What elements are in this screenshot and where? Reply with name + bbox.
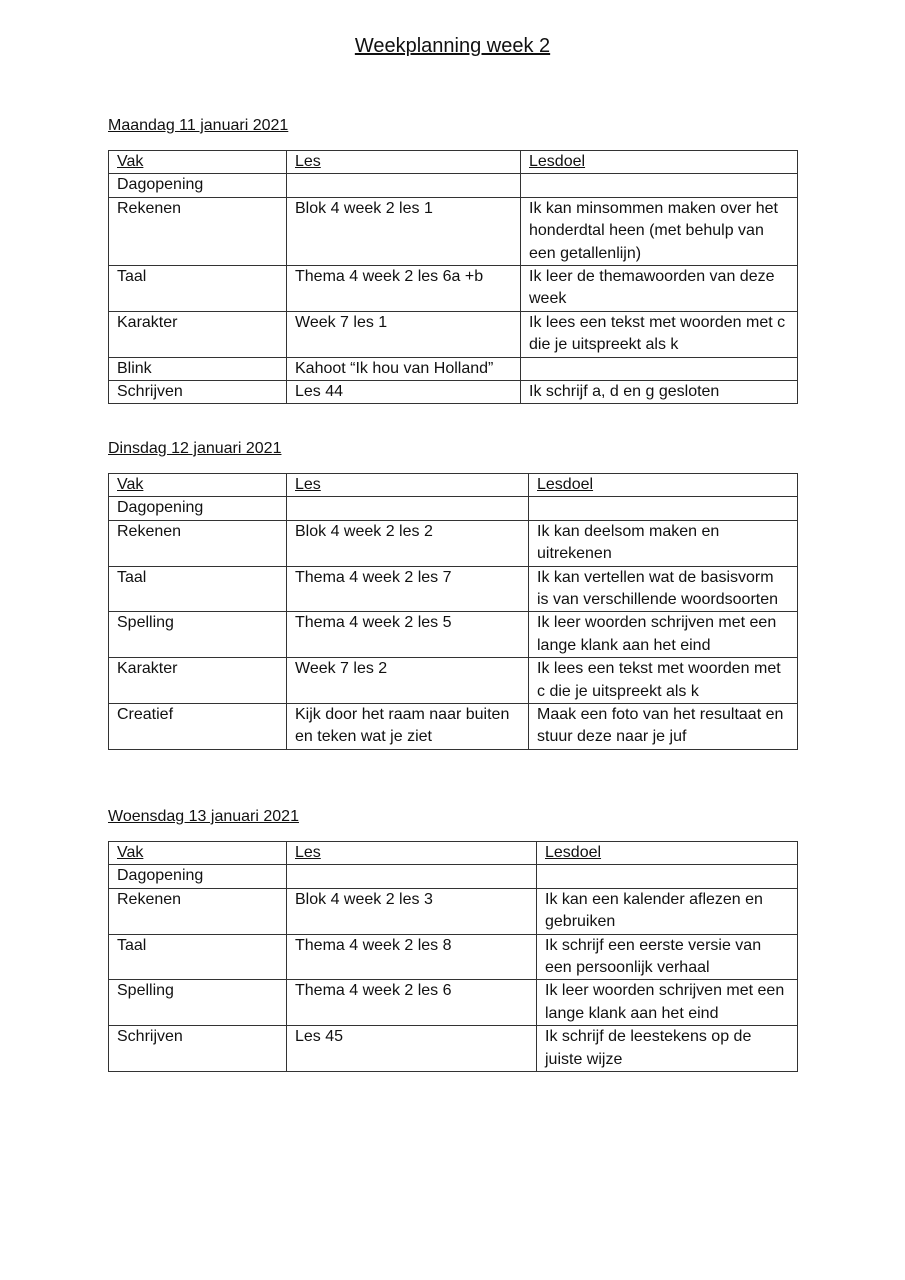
cell-lesdoel <box>521 357 798 380</box>
cell-vak: Rekenen <box>109 197 287 265</box>
day-heading-maandag: Maandag 11 januari 2021 <box>108 117 289 134</box>
header-lesdoel: Lesdoel <box>537 842 798 865</box>
table-row <box>109 888 798 934</box>
cell-lesdoel: Ik kan een kalender aflezen en gebruiken <box>537 888 798 934</box>
cell-les: Blok 4 week 2 les 1 <box>287 197 521 265</box>
cell-vak: Dagopening <box>109 174 287 197</box>
table-row <box>109 1026 798 1072</box>
cell-les <box>287 497 529 520</box>
cell-les: Week 7 les 1 <box>287 311 521 357</box>
cell-vak: Spelling <box>109 612 287 658</box>
cell-les <box>287 865 537 888</box>
schedule-table-dinsdag <box>108 473 798 750</box>
cell-lesdoel <box>537 865 798 888</box>
table-row <box>109 520 798 566</box>
cell-les: Thema 4 week 2 les 8 <box>287 934 537 980</box>
cell-vak: Karakter <box>109 311 287 357</box>
cell-lesdoel: Ik kan vertellen wat de basisvorm is van verschillende woordsoorten <box>529 566 798 612</box>
header-lesdoel: Lesdoel <box>521 151 798 174</box>
cell-lesdoel: Ik leer de themawoorden van deze week <box>521 266 798 312</box>
cell-vak: Dagopening <box>109 865 287 888</box>
cell-les: Thema 4 week 2 les 5 <box>287 612 529 658</box>
cell-vak: Spelling <box>109 980 287 1026</box>
cell-lesdoel: Ik kan deelsom maken en uitrekenen <box>529 520 798 566</box>
cell-lesdoel: Ik schrijf de leestekens op de juiste wijze <box>537 1026 798 1072</box>
cell-les: Thema 4 week 2 les 6 <box>287 980 537 1026</box>
table-row <box>109 197 798 265</box>
cell-les: Blok 4 week 2 les 2 <box>287 520 529 566</box>
cell-vak: Blink <box>109 357 287 380</box>
table-header-row <box>109 151 798 174</box>
cell-lesdoel: Ik lees een tekst met woorden met c die je uitspreekt als k <box>521 311 798 357</box>
table-header-row <box>109 474 798 497</box>
schedule-table-woensdag <box>108 841 798 1072</box>
cell-vak: Rekenen <box>109 888 287 934</box>
cell-les: Les 45 <box>287 1026 537 1072</box>
table-row <box>109 612 798 658</box>
cell-les: Thema 4 week 2 les 7 <box>287 566 529 612</box>
header-vak: Vak <box>109 842 287 865</box>
cell-lesdoel: Ik leer woorden schrijven met een lange klank aan het eind <box>529 612 798 658</box>
cell-vak: Taal <box>109 566 287 612</box>
table-row <box>109 980 798 1026</box>
cell-vak: Dagopening <box>109 497 287 520</box>
table-header-row <box>109 842 798 865</box>
cell-lesdoel: Maak een foto van het resultaat en stuur deze naar je juf <box>529 704 798 750</box>
cell-les: Week 7 les 2 <box>287 658 529 704</box>
cell-vak: Creatief <box>109 704 287 750</box>
cell-les: Blok 4 week 2 les 3 <box>287 888 537 934</box>
day-heading-dinsdag: Dinsdag 12 januari 2021 <box>108 440 282 457</box>
header-les: Les <box>287 842 537 865</box>
cell-les <box>287 174 521 197</box>
cell-lesdoel: Ik leer woorden schrijven met een lange klank aan het eind <box>537 980 798 1026</box>
table-row <box>109 381 798 404</box>
cell-vak: Schrijven <box>109 1026 287 1072</box>
cell-vak: Taal <box>109 934 287 980</box>
cell-vak: Taal <box>109 266 287 312</box>
table-row <box>109 934 798 980</box>
table-row <box>109 497 798 520</box>
cell-vak: Karakter <box>109 658 287 704</box>
cell-les: Thema 4 week 2 les 6a +b <box>287 266 521 312</box>
cell-lesdoel: Ik lees een tekst met woorden met c die je uitspreekt als k <box>529 658 798 704</box>
table-row <box>109 311 798 357</box>
table-row <box>109 266 798 312</box>
table-row <box>109 865 798 888</box>
header-vak: Vak <box>109 151 287 174</box>
cell-lesdoel: Ik kan minsommen maken over het honderdtal heen (met behulp van een getallenlijn) <box>521 197 798 265</box>
page-title: Weekplanning week 2 <box>354 35 551 57</box>
cell-lesdoel <box>529 497 798 520</box>
cell-les: Kahoot “Ik hou van Holland” <box>287 357 521 380</box>
header-lesdoel: Lesdoel <box>529 474 798 497</box>
table-row <box>109 357 798 380</box>
table-row <box>109 658 798 704</box>
header-vak: Vak <box>109 474 287 497</box>
day-heading-woensdag: Woensdag 13 januari 2021 <box>108 808 299 825</box>
cell-les: Kijk door het raam naar buiten en teken wat je ziet <box>287 704 529 750</box>
cell-les: Les 44 <box>287 381 521 404</box>
schedule-table-maandag <box>108 150 798 404</box>
cell-vak: Schrijven <box>109 381 287 404</box>
cell-lesdoel: Ik schrijf een eerste versie van een persoonlijk verhaal <box>537 934 798 980</box>
cell-lesdoel <box>521 174 798 197</box>
table-row <box>109 566 798 612</box>
cell-lesdoel: Ik schrijf a, d en g gesloten <box>521 381 798 404</box>
table-row <box>109 704 798 750</box>
header-les: Les <box>287 151 521 174</box>
cell-vak: Rekenen <box>109 520 287 566</box>
table-row <box>109 174 798 197</box>
header-les: Les <box>287 474 529 497</box>
